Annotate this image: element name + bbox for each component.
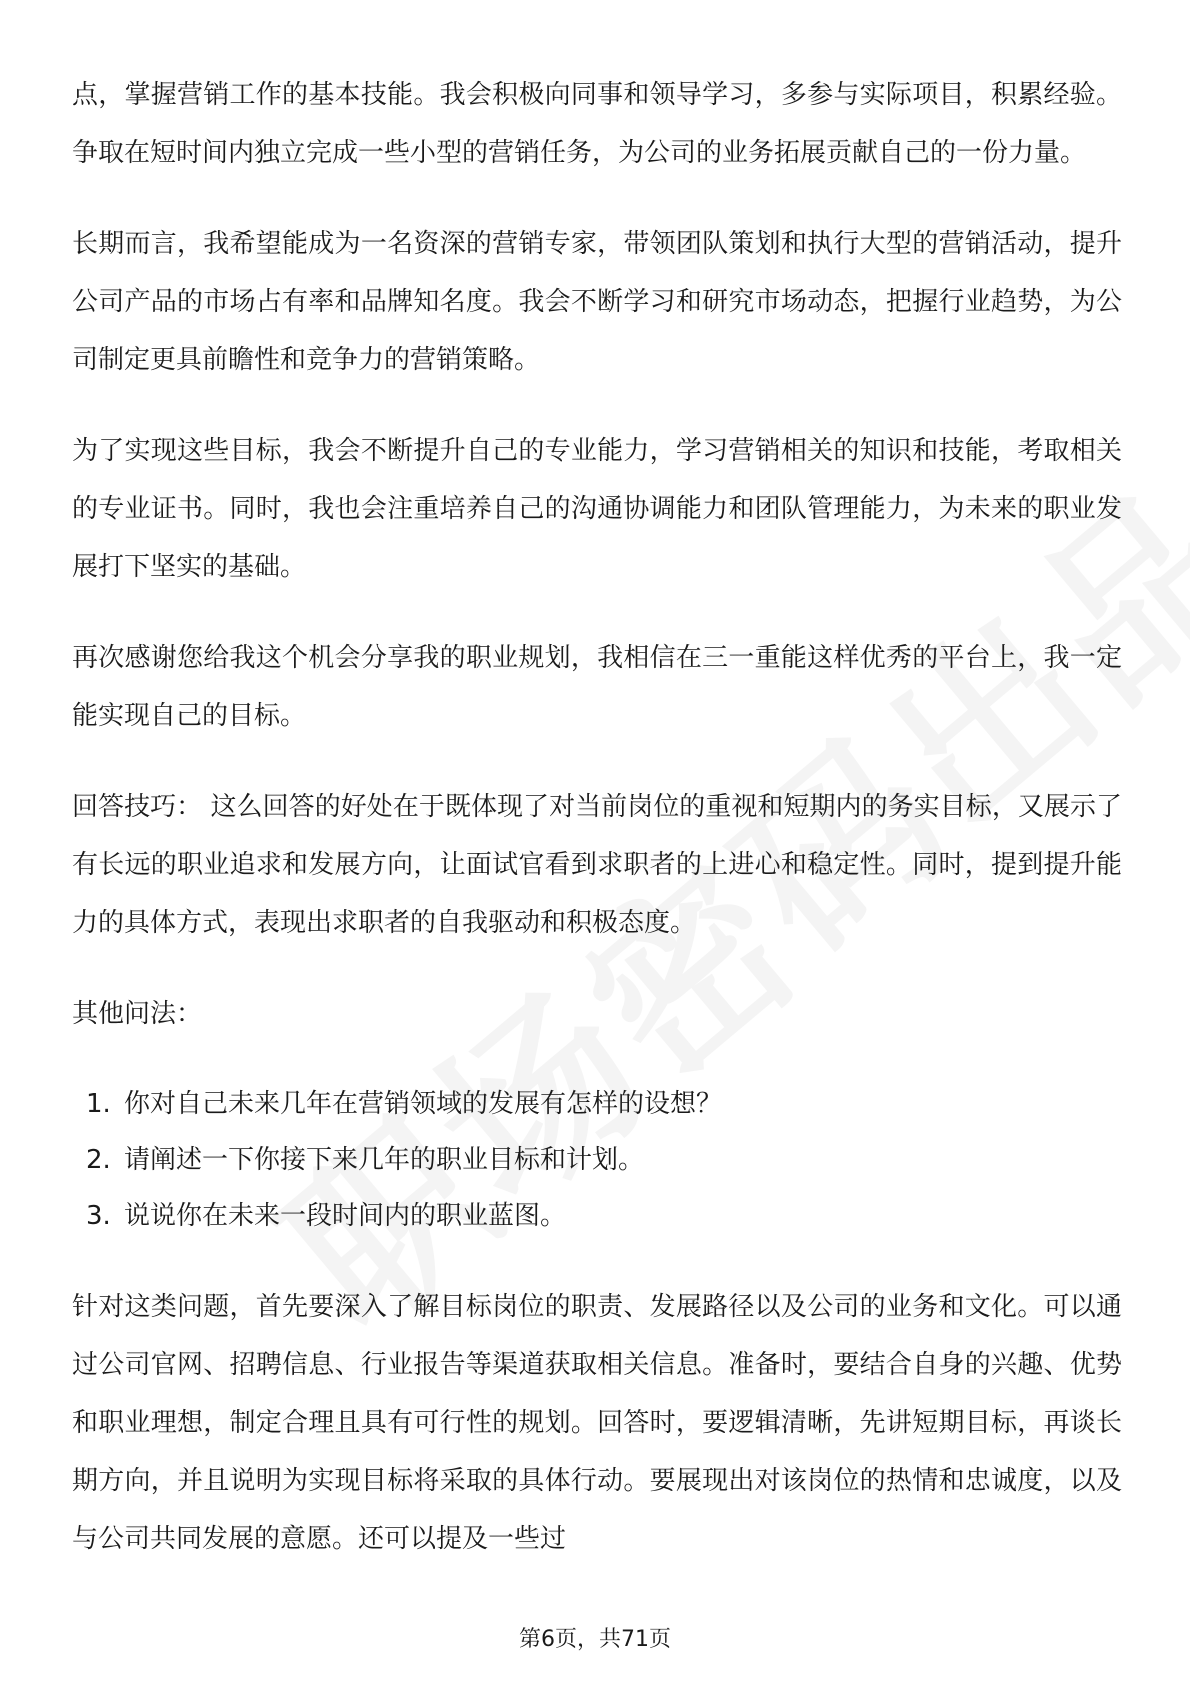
paragraph-thanks: 再次感谢您给我这个机会分享我的职业规划，我相信在三一重能这样优秀的平台上，我一定能实现自己的目标。 bbox=[72, 643, 1122, 731]
page-content bbox=[72, 66, 1122, 1601]
list-item-number: 2. bbox=[86, 1145, 111, 1175]
list-item-text: 你对自己未来几年在营销领域的发展有怎样的设想？ bbox=[124, 1089, 723, 1119]
list-item bbox=[86, 1188, 1122, 1244]
list-item-number: 3. bbox=[86, 1201, 111, 1231]
paragraph-short-term: 点，掌握营销工作的基本技能。我会积极向同事和领导学习，多参与实际项目，积累经验。争取在短时间内独立完成一些小型的营销任务，为公司的业务拓展贡献自己的一份力量。 bbox=[72, 80, 1122, 168]
list-item-text: 说说你在未来一段时间内的职业蓝图。 bbox=[124, 1201, 567, 1231]
paragraph-other-questions-heading: 其他问法： bbox=[72, 999, 203, 1029]
list-item-number: 1. bbox=[86, 1089, 111, 1119]
paragraph-long-term: 长期而言，我希望能成为一名资深的营销专家，带领团队策划和执行大型的营销活动，提升公司产品的市场占有率和品牌知名度。我会不断学习和研究市场动态，把握行业趋势，为公司制定更具前瞻性和竞争力的营销策略。 bbox=[72, 229, 1122, 375]
paragraph-advice: 针对这类问题，首先要深入了解目标岗位的职责、发展路径以及公司的业务和文化。可以通过公司官网、招聘信息、行业报告等渠道获取相关信息。准备时，要结合自身的兴趣、优势和职业理想，制定合理且具有可行性的规划。回答时，要逻辑清晰，先讲短期目标，再谈长期方向，并且说明为实现目标将采取的具体行动。要展现出对该岗位的热情和忠诚度，以及与公司共同发展的意愿。还可以提及一些过 bbox=[72, 1292, 1122, 1554]
page-number-footer: 第6页，共71页 bbox=[519, 1627, 671, 1652]
paragraph-answer-tips: 回答技巧： 这么回答的好处在于既体现了对当前岗位的重视和短期内的务实目标，又展示了有长远的职业追求和发展方向，让面试官看到求职者的上进心和稳定性。同时，提到提升能力的具体方式，表现出求职者的自我驱动和积极态度。 bbox=[72, 792, 1122, 938]
list-item bbox=[86, 1132, 1122, 1188]
other-questions-list bbox=[72, 1076, 1122, 1244]
paragraph-methods: 为了实现这些目标，我会不断提升自己的专业能力，学习营销相关的知识和技能，考取相关的专业证书。同时，我也会注重培养自己的沟通协调能力和团队管理能力，为未来的职业发展打下坚实的基础。 bbox=[72, 436, 1122, 582]
list-item-text: 请阐述一下你接下来几年的职业目标和计划。 bbox=[124, 1145, 645, 1175]
list-item bbox=[86, 1076, 1122, 1132]
